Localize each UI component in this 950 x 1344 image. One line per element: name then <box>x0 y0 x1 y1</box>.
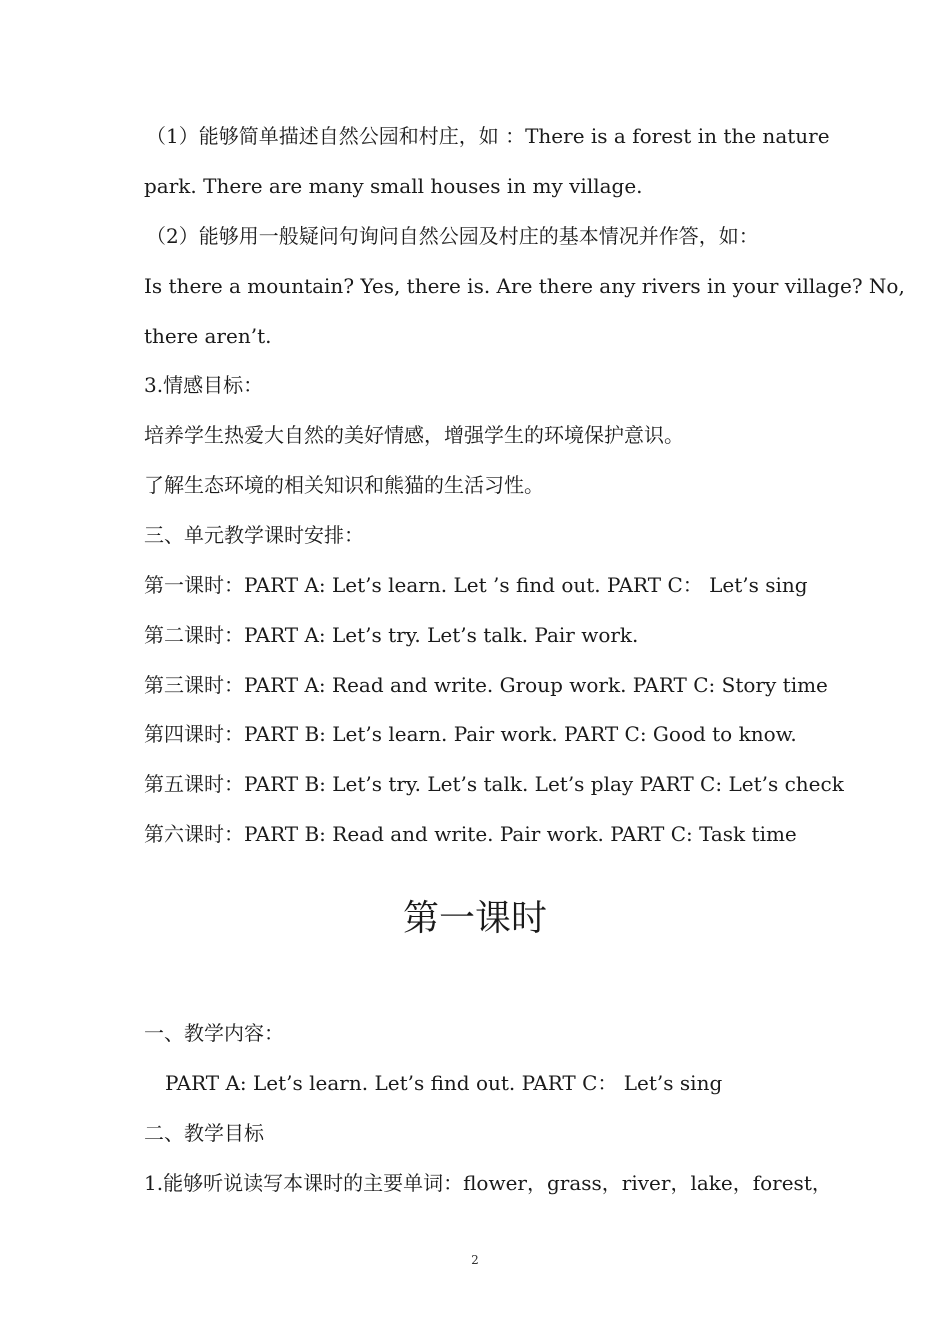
emotional-goals-title: 3.情感目标： <box>144 373 264 397</box>
emotional-goals-line2: 了解生态环境的相关知识和熊猫的生活习性。 <box>144 473 544 497</box>
page-number: 2 <box>471 1253 479 1267</box>
objective-item2-line2: Is there a mountain? Yes, there is. Are there any rivers in your village? No, <box>144 274 905 298</box>
emotional-goals-line1: 培养学生热爱大自然的美好情感，增强学生的环境保护意识。 <box>144 423 684 447</box>
schedule-title: 三、单元教学课时安排： <box>144 523 364 547</box>
objective-item1-line1: （1）能够简单描述自然公园和村庄，如 ：There is a forest in the nature <box>146 124 830 148</box>
schedule-lesson-4: 第四课时：PART B: Let’s learn. Pair work. PART C: Good to know. <box>144 722 797 746</box>
lesson-one-heading: 第一课时 <box>402 898 547 939</box>
schedule-lesson-3: 第三课时：PART A: Read and write. Group work. PART C: Story time <box>144 673 828 697</box>
lesson-content-title: 一、教学内容： <box>144 1021 284 1045</box>
objective-item1-line2: park. There are many small houses in my village. <box>144 174 643 198</box>
objective-item2-line3: there aren’t. <box>144 324 272 348</box>
lesson-goals-title: 二、教学目标 <box>144 1121 264 1145</box>
lesson-goal-1: 1.能够听说读写本课时的主要单词：flower，grass，river，lake，forest， <box>144 1171 832 1195</box>
schedule-lesson-6: 第六课时：PART B: Read and write. Pair work. PART C: Task time <box>144 822 797 846</box>
schedule-lesson-1: 第一课时：PART A: Let’s learn. Let ’s find out. PART C： Let’s sing <box>144 573 808 597</box>
schedule-lesson-5: 第五课时：PART B: Let’s try. Let’s talk. Let’s play PART C: Let’s check <box>144 772 844 796</box>
objective-item2-line1: （2）能够用一般疑问句询问自然公园及村庄的基本情况并作答，如： <box>146 224 759 248</box>
lesson-content-text: PART A: Let’s learn. Let’s find out. PART C： Let’s sing <box>165 1071 723 1095</box>
schedule-lesson-2: 第二课时：PART A: Let’s try. Let’s talk. Pair work. <box>144 623 639 647</box>
